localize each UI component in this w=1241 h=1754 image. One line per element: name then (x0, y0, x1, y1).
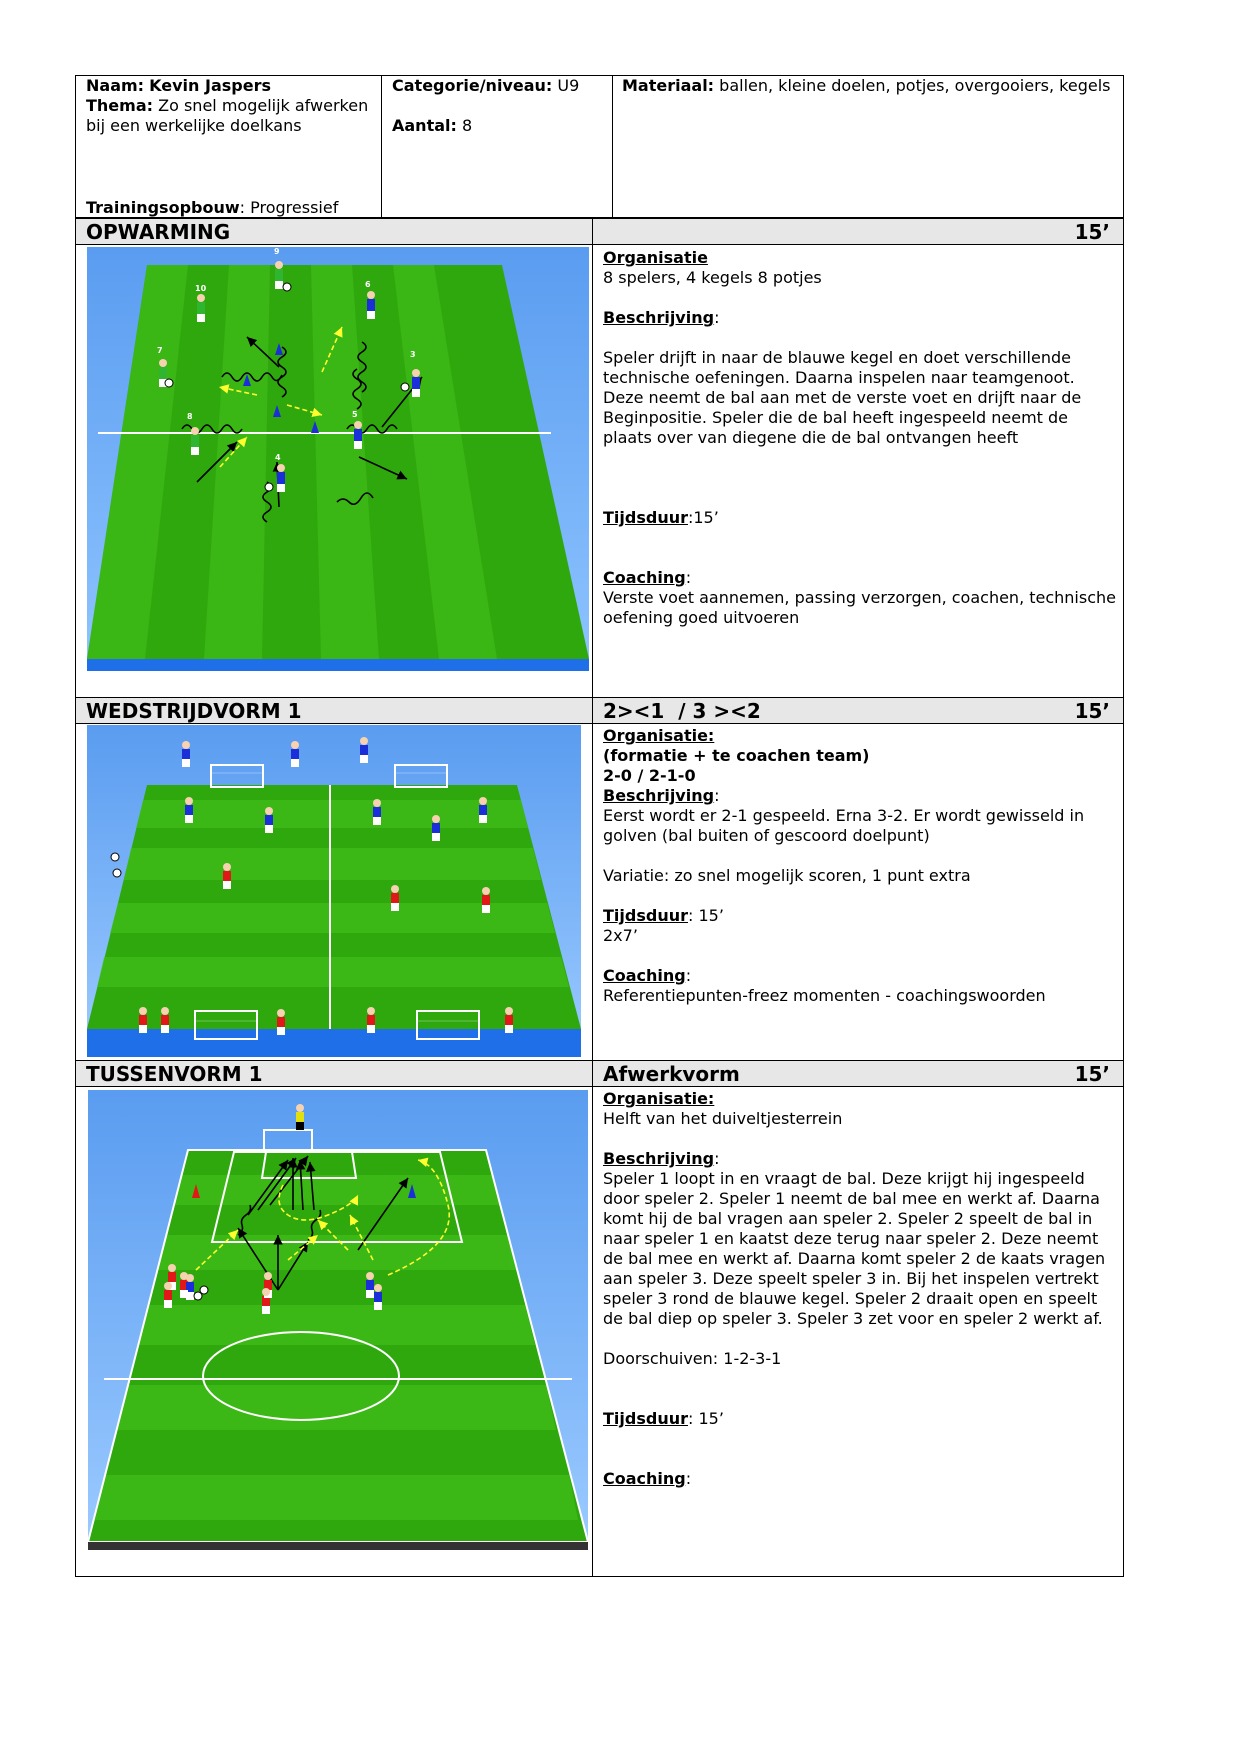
section3-organisatie-label: Organisatie: (603, 1089, 715, 1108)
section2-diagram (87, 725, 581, 1057)
diagram1-num-6: 6 (365, 280, 371, 289)
opbouw-value: : Progressief (239, 198, 339, 217)
diagram1-num-4: 4 (275, 453, 281, 462)
header-material-block (622, 76, 1117, 96)
header-material-cell (612, 75, 1124, 218)
section2-tijdsduur-label: Tijdsduur (603, 906, 688, 925)
section3-diagram (88, 1090, 588, 1550)
section1-organisatie-label: Organisatie (603, 248, 708, 267)
section2-variatie: Variatie: zo snel mogelijk scoren, 1 punt extra (603, 866, 971, 885)
section2-organisatie-label: Organisatie: (603, 726, 715, 745)
naam-label: Naam: (86, 76, 145, 95)
section1-coaching-value: Verste voet aannemen, passing verzorgen, coachen, technische oefening goed uitvoeren (603, 588, 1116, 627)
section1-tijdsduur-label: Tijdsduur (603, 508, 688, 527)
aantal-label: Aantal: (392, 116, 457, 135)
diagram1-num-5: 5 (352, 410, 358, 419)
section1-beschrijving: Speler drijft in naar de blauwe kegel en doet verschillende technische oefeningen. Daarna inspelen naar teamgenoot. Deze neemt de bal aan met de verste voet en drijft naar de Beginpositie. Speler die de bal heeft ingespeeld neemt de plaats over van diegene die de bal ontvangen heeft (603, 348, 1082, 447)
section3-title: TUSSENVORM 1 (86, 1062, 263, 1086)
section1-diagram (87, 247, 589, 671)
section3-text: Organisatie: Helft van het duiveltjesterrein Beschrijving: Speler 1 loopt in en vraagt de bal. Deze krijgt hij ingespeeld door speler 2. Speler 1 neemt de bal mee en werkt af. Daarna komt hij de bal vragen aan speler 2. Speler 2 speelt de bal in naar speler 1 en kaatst deze terug naar speler 2. Deze neemt de bal mee en werkt af. Daarna komt speler 2 de kaats vragen aan speler 3. Deze speelt speler 3 in. Bij het inspelen vertrekt speler 3 rond de blauwe kegel. Speler 2 draait open en speelt de bal diep op speler 3. Speler 3 zet voor en speler 2 werkt af. Doorschuiven: 1-2-3-1 Tijdsduur: 15’ Coaching: (603, 1089, 1118, 1489)
thema-label: Thema: (86, 96, 154, 115)
diagram1-num-9: 9 (274, 247, 280, 256)
header-opbouw (86, 198, 376, 218)
section3-coaching-label: Coaching (603, 1469, 686, 1488)
section1-tijdsduur-value: :15’ (687, 508, 719, 527)
section2-beschrijving-label: Beschrijving (603, 786, 715, 805)
section2-coaching-value: Referentiepunten-freez momenten - coachingswoorden (603, 986, 1046, 1005)
section1-title-right-cell (592, 218, 1124, 245)
section3-beschrijving-label: Beschrijving (603, 1149, 715, 1168)
header-category-block (392, 76, 607, 136)
thema-value: Zo snel mogelijk afwerken bij een werkelijke doelkans (86, 96, 369, 135)
diagram1-num-3: 3 (410, 350, 416, 359)
section3-duration: 15’ (1074, 1062, 1110, 1086)
section2-title: WEDSTRIJDVORM 1 (86, 699, 302, 723)
aantal-value: 8 (462, 116, 473, 135)
section3-organisatie-line: Helft van het duiveltjesterrein (603, 1109, 843, 1128)
categorie-value: U9 (557, 76, 580, 95)
diagram1-num-10: 10 (195, 284, 207, 293)
section2-duration: 15’ (1074, 699, 1110, 723)
section3-beschrijving: Speler 1 loopt in en vraagt de bal. Deze krijgt hij ingespeeld door speler 2. Speler 1 neemt de bal mee en werkt af. Daarna komt hij de bal vragen aan speler 2. Speler 2 speelt de bal in naar speler 1 en kaatst deze terug naar speler 2. Deze neemt de bal mee en werkt af. Daarna komt speler 2 de kaats vragen aan speler 3. Deze speelt speler 3 in. Bij het inspelen vertrekt speler 3 rond de blauwe kegel. Speler 2 draait open en speelt de bal diep op speler 3. Speler 3 zet voor en speler 2 werkt af. (603, 1169, 1106, 1328)
section1-title: OPWARMING (86, 220, 231, 244)
opbouw-label: Trainingsopbouw (86, 198, 240, 217)
section2-tijdsduur-value: : 15’ (687, 906, 724, 925)
section1-coaching-label: Coaching (603, 568, 686, 587)
section1-duration: 15’ (1074, 220, 1110, 244)
diagram1-num-8: 8 (187, 412, 193, 421)
materiaal-label: Materiaal: (622, 76, 715, 95)
section1-beschrijving-label: Beschrijving (603, 308, 715, 327)
section2-tijdsduur-extra: 2x7’ (603, 926, 638, 945)
materiaal-value: ballen, kleine doelen, potjes, overgooiers, kegels (719, 76, 1111, 95)
section3-tijdsduur-value: : 15’ (687, 1409, 724, 1428)
section2-text: Organisatie: (formatie + te coachen team) 2-0 / 2-1-0 Beschrijving: Eerst wordt er 2-1 gespeeld. Erna 3-2. Er wordt gewisseld in golven (bal buiten of gescoord doelpunt) Variatie: zo snel mogelijk scoren, 1 punt extra Tijdsduur: 15’ 2x7’ Coaching: Referentiepunten-freez momenten - coachingswoorden (603, 726, 1118, 1006)
diagram1-num-7: 7 (157, 346, 163, 355)
section1-text: Organisatie 8 spelers, 4 kegels 8 potjes Beschrijving: Speler drijft in naar de blauwe kegel en doet verschillende technische oefeningen. Daarna inspelen naar teamgenoot. Deze neemt de bal aan met de verste voet en drijft naar de Beginpositie. Speler die de bal heeft ingespeeld neemt de plaats over van diegene die de bal ontvangen heeft Tijdsduur:15’ Coaching: Verste voet aannemen, passing verzorgen, coachen, technische oefening goed uitvoeren (603, 248, 1116, 627)
section3-doorschuiven: Doorschuiven: 1-2-3-1 (603, 1349, 782, 1368)
header-name-block (86, 76, 376, 136)
naam-value: Kevin Jaspers (149, 76, 271, 95)
section1-organisatie-line: 8 spelers, 4 kegels 8 potjes (603, 268, 822, 287)
section3-coaching-value: : (685, 1469, 692, 1488)
section2-beschrijving: Eerst wordt er 2-1 gespeeld. Erna 3-2. Er wordt gewisseld in golven (bal buiten of gescoord doelpunt) (603, 806, 1085, 845)
section2-coaching-label: Coaching (603, 966, 686, 985)
section2-organisatie-line-1: (formatie + te coachen team) (603, 746, 870, 765)
section3-tijdsduur-label: Tijdsduur (603, 1409, 688, 1428)
section2-subtitle: 2><1 / 3 ><2 (603, 699, 761, 723)
section3-subtitle: Afwerkvorm (603, 1062, 740, 1086)
section2-organisatie-line-2: 2-0 / 2-1-0 (603, 766, 696, 785)
categorie-label: Categorie/niveau: (392, 76, 553, 95)
